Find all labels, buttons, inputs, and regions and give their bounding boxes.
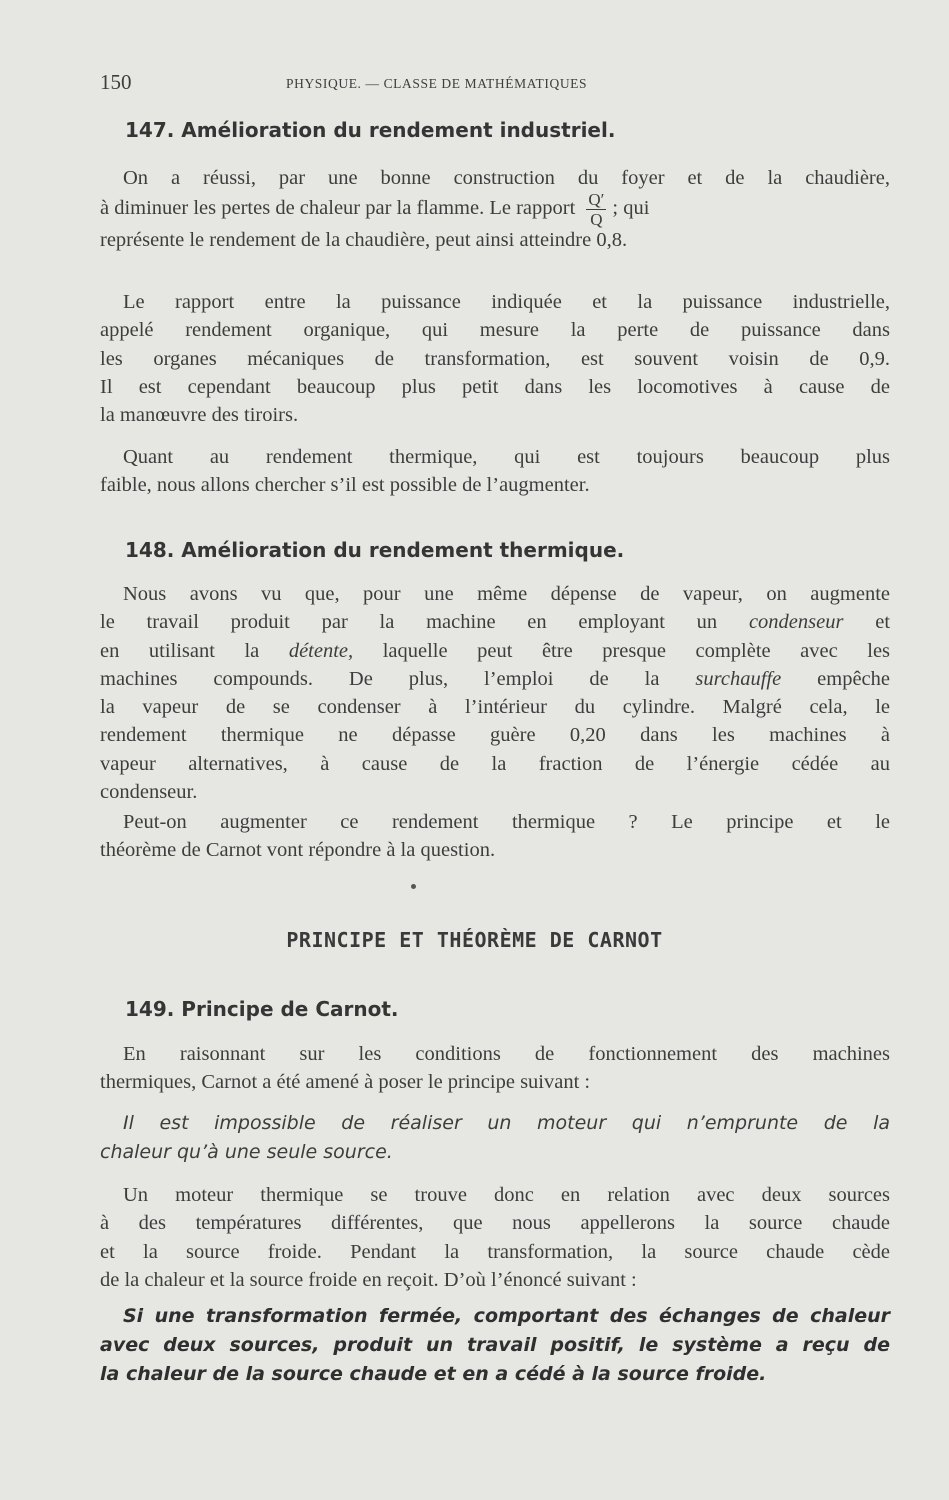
text-segment: qui: [623, 197, 650, 220]
text-line: et la source froide. Pendant la transformation, la source chaude cède: [100, 1240, 890, 1263]
section-148-heading: 148. Amélioration du rendement thermique.: [125, 538, 625, 562]
text-line: Un moteur thermique se trouve donc en relation avec deux sources: [123, 1184, 890, 1206]
text-line: la manœuvre des tiroirs.: [100, 404, 299, 427]
carnot-statement: [100, 1302, 890, 1389]
section-147-heading: 147. Amélioration du rendement industriel.: [125, 118, 616, 142]
text-line: représente le rendement de la chaudière, peut ainsi atteindre 0,8.: [100, 229, 628, 252]
term-detente: détente,: [288, 639, 354, 662]
text-line: avec deux sources, produit un travail positif, le système a reçu de: [100, 1334, 890, 1356]
text-segment: à diminuer les pertes de chaleur par la flamme. Le rapport: [100, 197, 576, 220]
page-number: 150: [100, 70, 132, 94]
s148-paragraph-2: [100, 808, 890, 865]
fraction-q-prime-over-q: [586, 190, 606, 229]
text-line: machines compounds. De plus, l’emploi de la surchauffe empêche: [100, 667, 890, 690]
text-line: Peut-on augmenter ce rendement thermique ? Le principe et le: [123, 811, 890, 833]
text-line: la chaleur de la source chaude et en a cédé à la source froide.: [100, 1363, 767, 1385]
term-surchauffe: surchauffe: [695, 667, 782, 690]
text-line: la vapeur de se condenser à l’intérieur du cylindre. Malgré cela, le: [100, 696, 890, 719]
text-line: appelé rendement organique, qui mesure la perte de puissance dans: [100, 319, 890, 342]
section-149-heading: 149. Principe de Carnot.: [125, 997, 399, 1021]
fraction-numerator: Q′: [588, 190, 605, 210]
s147-paragraph-3: [100, 443, 890, 500]
term-condenseur: condenseur: [748, 611, 844, 634]
text-line: Si une transformation fermée, comportant des échanges de chaleur: [123, 1305, 890, 1327]
text-line: Nous avons vu que, pour une même dépense de vapeur, on augmente: [123, 583, 890, 605]
text-line: On a réussi, par une bonne construction du foyer et de la chaudière,: [123, 167, 890, 189]
text-line: le travail produit par la machine en employant un condenseur et: [100, 611, 891, 634]
text-line: en utilisant la détente, laquelle peut être presque complète avec les: [100, 639, 891, 662]
text-line: condenseur.: [100, 781, 198, 804]
text-line-with-fraction: à diminuer les pertes de chaleur par la flamme. Le rapport $\frac{Q'}{Q}$ ; qui: [100, 190, 650, 230]
text-line: Il est impossible de réaliser un moteur qui n’emprunte de la: [123, 1112, 890, 1134]
text-line: à des températures différentes, que nous appellerons la source chaude: [100, 1212, 890, 1235]
text-line: Quant au rendement thermique, qui est toujours beaucoup plus: [123, 446, 890, 468]
carnot-principle: [100, 1109, 890, 1167]
text-line: les organes mécaniques de transformation, est souvent voisin de 0,9.: [100, 347, 890, 370]
text-line: Il est cependant beaucoup plus petit dans les locomotives à cause de: [100, 375, 890, 398]
s149-paragraph-1: [100, 1040, 890, 1097]
fraction-denominator: Q: [590, 210, 603, 230]
text-line: Le rapport entre la puissance indiquée et la puissance industrielle,: [123, 291, 890, 313]
text-line: En raisonnant sur les conditions de fonctionnement des machines: [123, 1043, 890, 1065]
s149-paragraph-2: [100, 1181, 890, 1294]
running-head: PHYSIQUE. — CLASSE DE MATHÉMATIQUES: [286, 76, 588, 91]
printer-dot: [411, 884, 416, 889]
page-header: [100, 70, 700, 100]
text-line: faible, nous allons chercher s’il est possible de l’augmenter.: [100, 474, 590, 497]
text-line: chaleur qu’à une seule source.: [100, 1141, 393, 1163]
text-line: thermiques, Carnot a été amené à poser le principe suivant :: [100, 1071, 591, 1094]
s147-paragraph-2: [100, 288, 890, 429]
s147-paragraph-1: [100, 164, 890, 255]
text-line: rendement thermique ne dépasse guère 0,20 dans les machines à: [100, 724, 890, 747]
text-line: de la chaleur et la source froide en reçoit. D’où l’énoncé suivant :: [100, 1268, 637, 1291]
s148-paragraph-1: [100, 580, 890, 806]
text-line: théorème de Carnot vont répondre à la question.: [100, 839, 496, 862]
text-line: vapeur alternatives, à cause de la fraction de l’énergie cédée au: [100, 752, 890, 775]
chapter-section-title: PRINCIPE ET THÉORÈME DE CARNOT: [286, 928, 663, 952]
